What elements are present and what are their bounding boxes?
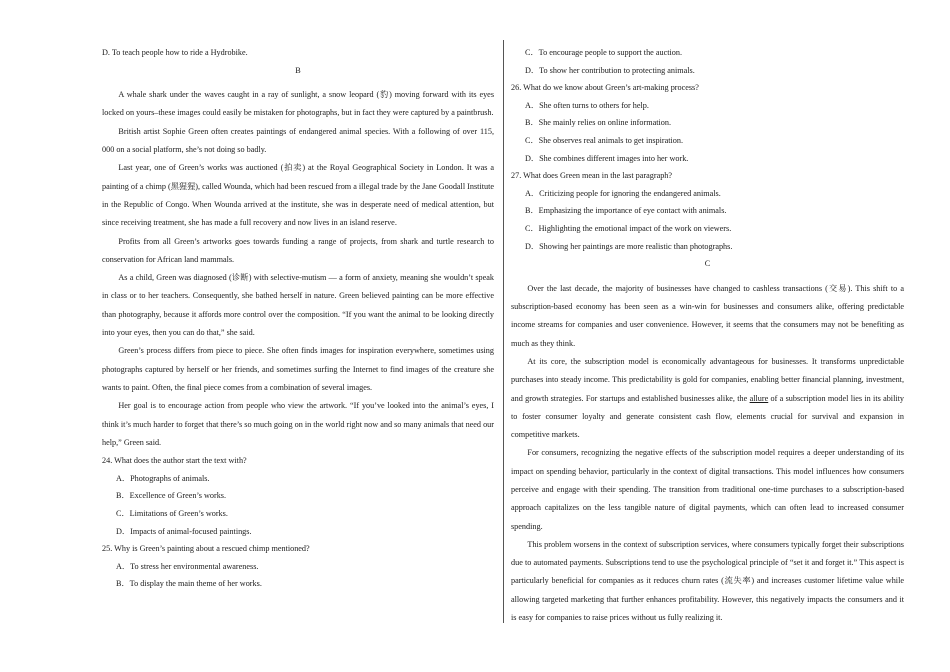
passage-b-paragraph: As a child, Green was diagnosed (诊断) with selective-mutism — a form of anxiety, meaning she wouldn’t speak in class or to her teachers. Consequently, she bathed herself in nature. Green believed painting can be more effective than photography, because it affords more control over the composition. “If you want the animal to be looking directly into your eyes, then you can do that,” she said. <box>102 273 494 338</box>
answer-option: B．She mainly relies on online information. <box>525 118 671 128</box>
answer-option: B．Emphasizing the importance of eye contact with animals. <box>525 206 727 216</box>
right-column <box>511 44 904 627</box>
answer-option: C．To encourage people to support the auction. <box>525 48 682 57</box>
question-27 <box>511 167 904 255</box>
passage-c-paragraph <box>511 353 904 444</box>
question-26 <box>511 79 904 167</box>
answer-option: D．She combines different images into her work. <box>525 153 689 163</box>
text-run: At its core, the subscription model is economically advantageous for businesses. It transforms unpredictable purchases into steady income. This predictability is gold for companies, enabling better financial planning, investment, and growth strategies. For startups and established businesses alike, the <box>511 356 904 403</box>
passage-b-paragraph: Green’s process differs from piece to piece. She often finds images for inspiration everywhere, sometimes using photographs captured by herself or her friends, and sometimes surfing the Internet to find images of the creature she wants to paint. Often, the final piece comes from a combination of several images. <box>102 346 494 392</box>
question-24 <box>102 452 494 540</box>
passage-b-paragraph: A whale shark under the waves caught in a ray of sunlight, a snow leopard (豹) moving forward with its eyes locked on yours–these images could easily be mistaken for photographs, but in fact they were captured by a paintbrush. <box>102 90 494 118</box>
left-column <box>102 44 494 593</box>
answer-option: A．Photographs of animals. <box>116 473 210 483</box>
answer-option: A．To stress her environmental awareness. <box>116 561 259 571</box>
passage-b-paragraph: British artist Sophie Green often creates paintings of endangered animal species. With a following of over 115, 000 on a social platform, she’s not doing so badly. <box>102 126 494 155</box>
answer-option: D．Showing her paintings are more realistic than photographs. <box>525 241 733 251</box>
answer-option: B．Excellence of Green’s works. <box>116 491 227 501</box>
answer-option: A．Criticizing people for ignoring the endangered animals. <box>525 188 721 198</box>
carry-over-option: D. To teach people how to ride a Hydrobike. <box>102 48 248 57</box>
answer-option: A．She often turns to others for help. <box>525 100 649 110</box>
answer-option: C．She observes real animals to get inspiration. <box>525 135 684 145</box>
passage-c-paragraph: This problem worsens in the context of subscription services, where consumers typically forget their subscriptions due to automated payments. Subscriptions tend to use the psychological principle of “set it and forget it.” This aspect is particularly beneficial for companies as it reduces churn rates (流失率) and increases customer lifetime value while allowing targeted marketing that further enhances profitability. However, this negatively impacts the consumers and it is easy for companies to raise prices without us fully realizing it. <box>511 539 904 623</box>
text-run: of a subscription model lies in its ability to foster consumer loyalty and generate consistent cash flow, elements crucial for survival and expansion in competitive markets. <box>511 393 904 440</box>
question-25-continued <box>511 44 904 79</box>
answer-option: B．To display the main theme of her works. <box>116 579 262 589</box>
passage-b-paragraph: Her goal is to encourage action from people who view the artwork. “If you’ve looked into the animal’s eyes, I think it’s much harder to forget that there’s so much going on in the world right now and so many animals that need our help,” Green said. <box>102 401 494 447</box>
passage-c-paragraph: For consumers, recognizing the negative effects of the subscription model requires a deeper understanding of its impact on spending behavior, particularly in the context of digital transactions. This model influences how consumers perceive and engage with their spending. The transition from traditional one-time purchases to a subscription-based approach capitalizes on the less tangible nature of digital payments, which can often lead to increased consumer spending. <box>511 448 904 531</box>
underlined-word: allure <box>749 393 769 403</box>
column-divider <box>503 40 504 623</box>
question-stem: 24. What does the author start the text with? <box>102 456 247 466</box>
answer-option: C．Limitations of Green’s works. <box>116 508 228 518</box>
question-stem: 25. Why is Green’s painting about a rescued chimp mentioned? <box>102 544 310 554</box>
question-stem: 26. What do we know about Green’s art-making process? <box>511 83 699 93</box>
passage-c-paragraph: Over the last decade, the majority of businesses have changed to cashless transactions (交易). This shift to a subscription-based economy has been seen as a win-win for businesses and consumers alike, offering predictable income streams for companies and user convenience. However, it seems that the consumers may not be benefiting as much as they think. <box>511 283 904 348</box>
question-25 <box>102 540 494 593</box>
passage-c-heading: C <box>704 259 711 269</box>
answer-option: C．Highlighting the emotional impact of the work on viewers. <box>525 223 732 233</box>
answer-option: D．Impacts of animal-focused paintings. <box>116 526 252 536</box>
answer-option: D．To show her contribution to protecting animals. <box>525 65 695 75</box>
passage-b-paragraph: Last year, one of Green’s works was auctioned (拍卖) at the Royal Geographical Society in London. It was a painting of a chimp (黑猩猩), called Wounda, which had been rescued from a illegal trade by the Jane Goodall Institute in the Republic of Congo. When Wounda arrived at the institute, she was in desperate need of medical attention, but since receiving treatment, she has made a full recovery and now lives in an island reserve. <box>102 163 494 228</box>
question-stem: 27. What does Green mean in the last paragraph? <box>511 171 673 181</box>
passage-b-paragraph: Profits from all Green’s artworks goes towards funding a range of projects, from shark and turtle research to conservation for African land mammals. <box>102 236 494 264</box>
passage-b-heading: B <box>295 65 301 75</box>
